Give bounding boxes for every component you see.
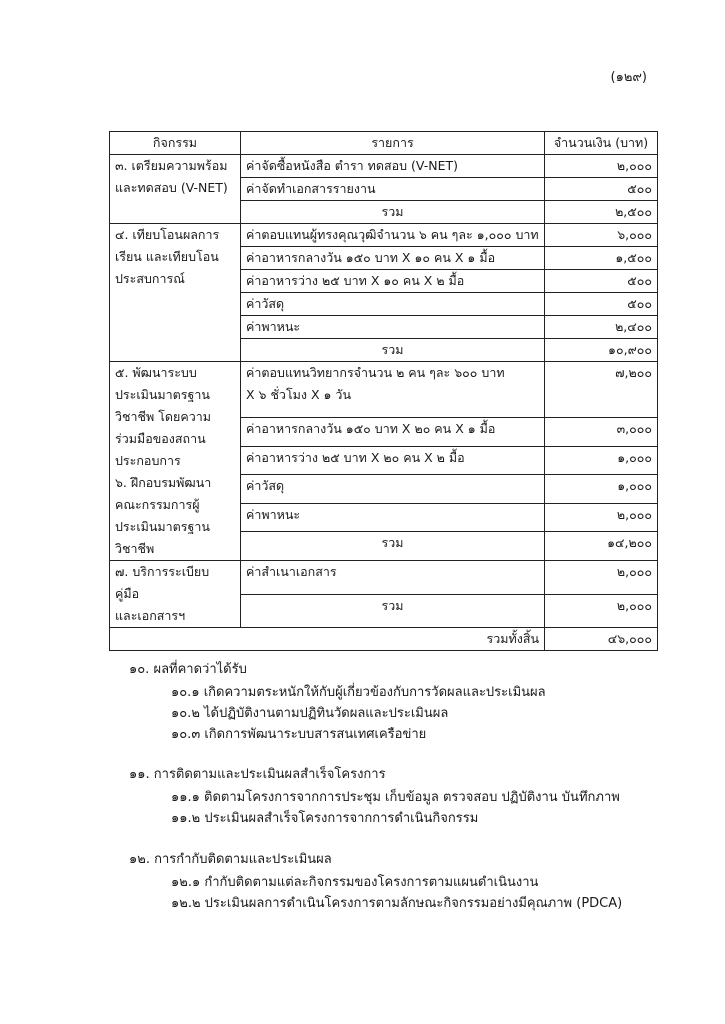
item-desc-line: ค่าสำเนาเอกสาร: [246, 564, 337, 579]
item-desc-line: ค่าตอบแทนผู้ทรงคุณวุฒิจำนวน ๖ คน ๆละ ๑,๐๐๐ บาท: [246, 227, 539, 242]
item-amount: ๓,๐๐๐: [545, 417, 658, 446]
header-item: รายการ: [241, 132, 545, 155]
item-desc-line: ค่าจัดทำเอกสารรายงาน: [246, 181, 376, 196]
item-desc-cell: [241, 293, 545, 316]
activity-line: ๕. พัฒนาระบบ: [115, 365, 197, 380]
section-item: ๑๒.๒ ประเมินผลการดำเนินโครงการตามลักษณะกิจกรรมอย่างมีคุณภาพ (PDCA): [171, 896, 623, 911]
item-desc-line: ค่าพาหนะ: [246, 506, 301, 522]
item-desc-line: ค่าจัดซื้อหนังสือ ตำรา ทดสอบ (V-NET): [246, 158, 459, 173]
activity-line: และทดสอบ (V-NET): [115, 180, 228, 195]
item-desc-cell: [241, 270, 545, 293]
activity-line: และเอกสารฯ: [115, 608, 186, 623]
section-title: ๑๐. ผลที่คาดว่าได้รับ: [129, 662, 247, 677]
section-item: ๑๐.๓ เกิดการพัฒนาระบบสารสนเทศเครือข่าย: [171, 727, 427, 742]
item-desc-line: ค่าวัสดุ: [246, 478, 285, 494]
subtotal-amount: ๑๔,๒๐๐: [545, 532, 658, 561]
item-desc-cell: [241, 224, 545, 247]
header-activity: กิจกรรม: [110, 132, 241, 155]
activity-line: ๓. เตรียมความพร้อม: [115, 158, 228, 173]
activity-line: ร่วมมือของสถาน: [115, 431, 206, 446]
section-item: ๑๒.๑ กำกับติดตามแต่ละกิจกรรมของโครงการตามแผนดำเนินงาน: [171, 875, 539, 890]
table-row: [110, 362, 658, 418]
item-desc-cell: [241, 475, 545, 504]
item-desc-cell: [241, 155, 545, 178]
header-amount: จำนวนเงิน (บาท): [545, 132, 658, 155]
table-header-row: [110, 132, 658, 155]
activity-cell: [110, 362, 241, 561]
grand-total-amount: ๔๖,๐๐๐: [545, 628, 658, 651]
activity-line: วิชาชีพ: [115, 541, 155, 556]
section-title: ๑๒. การกำกับติดตามและประเมินผล: [129, 852, 332, 867]
section-item: ๑๐.๑ เกิดความตระหนักให้กับผู้เกี่ยวข้องกับการวัดผลและประเมินผล: [171, 685, 546, 700]
subtotal-label: รวม: [241, 532, 545, 561]
item-amount: ๑,๕๐๐: [545, 247, 658, 270]
item-desc-cell: [241, 362, 545, 418]
item-amount: ๕๐๐: [545, 293, 658, 316]
item-amount: ๕๐๐: [545, 270, 658, 293]
item-desc-cell: [241, 417, 545, 446]
activity-cell: [110, 224, 241, 362]
item-amount: ๕๐๐: [545, 178, 658, 201]
section-title: ๑๑. การติดตามและประเมินผลสำเร็จโครงการ: [129, 767, 386, 782]
item-desc-line: X ๖ ชั่วโมง X ๑ วัน: [246, 387, 351, 402]
item-desc-cell: [241, 247, 545, 270]
activity-line: ๖. ฝึกอบรมพัฒนา: [115, 475, 212, 490]
item-amount: ๒,๔๐๐: [545, 316, 658, 339]
item-amount: ๒,๐๐๐: [545, 155, 658, 178]
budget-table: [109, 131, 658, 651]
item-desc-line: ค่าอาหารว่าง ๒๕ บาท X ๒๐ คน X ๒ มื้อ: [246, 449, 465, 465]
section-item: ๑๑.๒ ประเมินผลสำเร็จโครงการจากการดำเนินกิจกรรม: [171, 811, 479, 826]
item-desc-line: ค่าอาหารกลางวัน ๑๕๐ บาท X ๒๐ คน X ๑ มื้อ: [246, 420, 496, 436]
activity-line: คณะกรรมการผู้: [115, 497, 200, 512]
table-row: [110, 561, 658, 595]
item-desc-cell: [241, 503, 545, 532]
table-row: [110, 224, 658, 247]
section-item: ๑๑.๑ ติดตามโครงการจากการประชุม เก็บข้อมูล ตรวจสอบ ปฏิบัติงาน บันทึกภาพ: [171, 790, 620, 805]
item-desc-line: ค่าพาหนะ: [246, 319, 301, 334]
subtotal-amount: ๒,๕๐๐: [545, 201, 658, 224]
item-desc-line: ค่าอาหารว่าง ๒๕ บาท X ๑๐ คน X ๒ มื้อ: [246, 273, 465, 288]
grand-total-label: รวมทั้งสิ้น: [110, 628, 545, 651]
subtotal-label: รวม: [241, 201, 545, 224]
item-amount: ๑,๐๐๐: [545, 446, 658, 475]
subtotal-label: รวม: [241, 594, 545, 628]
activity-line: ๗. บริการระเบียบ คู่มือ: [115, 564, 210, 601]
activity-line: ประเมินมาตรฐาน: [115, 519, 210, 534]
item-desc-cell: [241, 446, 545, 475]
subtotal-amount: ๒,๐๐๐: [545, 594, 658, 628]
activity-cell: [110, 561, 241, 628]
activity-cell: [110, 155, 241, 224]
activity-line: เรียน และเทียบโอน: [115, 249, 219, 264]
activity-line: วิชาชีพ โดยความ: [115, 409, 212, 424]
activity-line: ประสบการณ์: [115, 271, 185, 286]
item-desc-line: ค่าวัสดุ: [246, 296, 285, 311]
item-amount: ๒,๐๐๐: [545, 561, 658, 595]
item-desc-cell: [241, 561, 545, 595]
item-amount: ๒,๐๐๐: [545, 503, 658, 532]
item-amount: ๗,๒๐๐: [545, 362, 658, 418]
budget-body: [110, 155, 658, 651]
item-desc-line: ค่าตอบแทนวิทยากรจำนวน ๒ คน ๆละ ๖๐๐ บาท: [246, 365, 505, 380]
item-amount: ๖,๐๐๐: [545, 224, 658, 247]
subtotal-label: รวม: [241, 339, 545, 362]
activity-line: ๔. เทียบโอนผลการ: [115, 227, 220, 242]
item-desc-line: ค่าอาหารกลางวัน ๑๕๐ บาท X ๑๐ คน X ๑ มื้อ: [246, 250, 496, 265]
item-desc-cell: [241, 316, 545, 339]
subtotal-amount: ๑๐,๙๐๐: [545, 339, 658, 362]
activity-line: ประเมินมาตรฐาน: [115, 387, 210, 402]
page-number: (๑๒๙): [610, 70, 647, 85]
item-desc-cell: [241, 178, 545, 201]
item-amount: ๑,๐๐๐: [545, 475, 658, 504]
activity-line: ประกอบการ: [115, 453, 181, 468]
grand-total-row: [110, 628, 658, 651]
section-item: ๑๐.๒ ได้ปฏิบัติงานตามปฏิทินวัดผลและประเมินผล: [171, 706, 449, 721]
table-row: [110, 155, 658, 178]
